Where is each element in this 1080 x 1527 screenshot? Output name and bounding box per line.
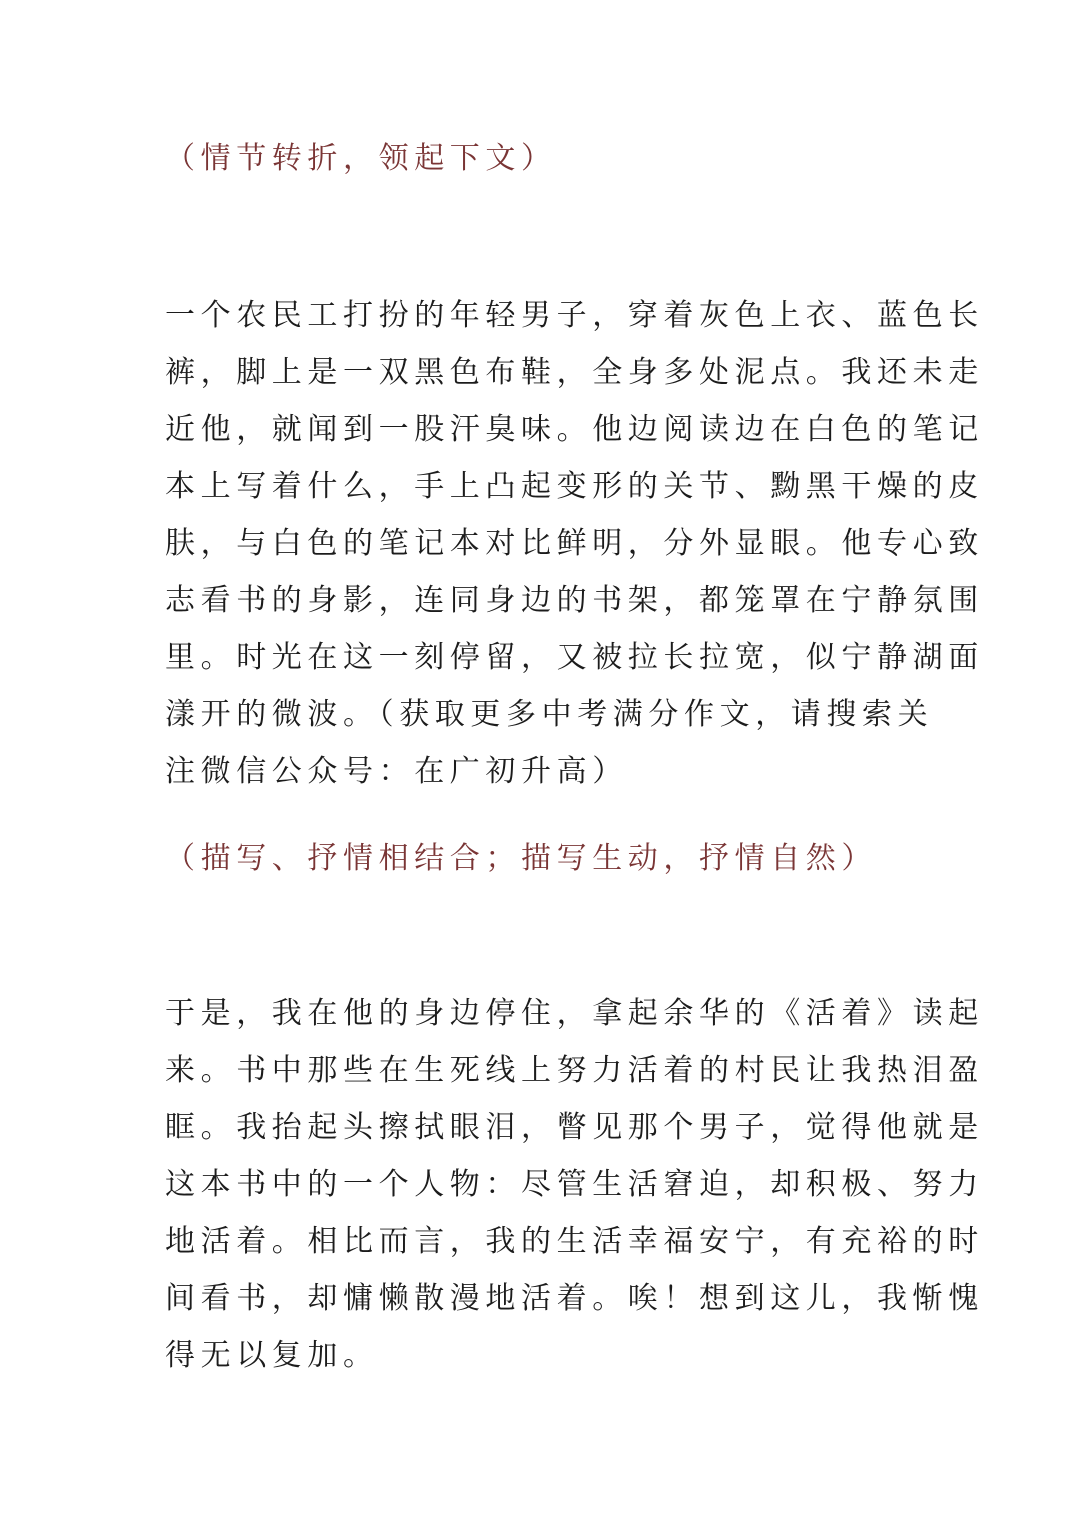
annotation-note-2 (165, 830, 915, 887)
paragraph-line: 一个农民工打扮的年轻男子，穿着灰色上衣、蓝色长 (165, 298, 984, 333)
paragraph-line: 眶。我抬起头擦拭眼泪，瞥见那个男子，觉得他就是 (165, 1110, 984, 1145)
paragraph-line: 里。时光在这一刻停留，又被拉长拉宽，似宁静湖面 (165, 640, 984, 675)
annotation-line: （情节转折，领起下文） (165, 141, 557, 176)
paragraph-line: 注微信公众号：在广初升高） (165, 754, 628, 789)
essay-paragraph-2 (165, 985, 984, 1384)
paragraph-line: 地活着。相比而言，我的生活幸福安宁，有充裕的时 (165, 1224, 984, 1259)
paragraph-line: 这本书中的一个人物：尽管生活窘迫，却积极、努力 (165, 1167, 984, 1202)
paragraph-line: 本上写着什么，手上凸起变形的关节、黝黑干燥的皮 (165, 469, 984, 504)
paragraph-line: 间看书，却慵懒散漫地活着。唉！想到这儿，我惭愧 (165, 1281, 984, 1316)
paragraph-line: 于是，我在他的身边停住，拿起余华的《活着》读起 (165, 996, 984, 1031)
paragraph-line: 漾开的微波。（获取更多中考满分作文，请搜索关 (165, 697, 934, 732)
annotation-note-1 (165, 130, 915, 187)
paragraph-line: 近他，就闻到一股汗臭味。他边阅读边在白色的笔记 (165, 412, 984, 447)
annotation-line: （描写、抒情相结合；描写生动，抒情自然） (165, 841, 877, 876)
essay-paragraph-1 (165, 287, 984, 800)
paragraph-line: 裤，脚上是一双黑色布鞋，全身多处泥点。我还未走 (165, 355, 984, 390)
paragraph-line: 肤，与白色的笔记本对比鲜明，分外显眼。他专心致 (165, 526, 984, 561)
paragraph-line: 来。书中那些在生死线上努力活着的村民让我热泪盈 (165, 1053, 984, 1088)
paragraph-line: 志看书的身影，连同身边的书架，都笼罩在宁静氛围 (165, 583, 984, 618)
paragraph-line: 得无以复加。 (165, 1338, 379, 1373)
